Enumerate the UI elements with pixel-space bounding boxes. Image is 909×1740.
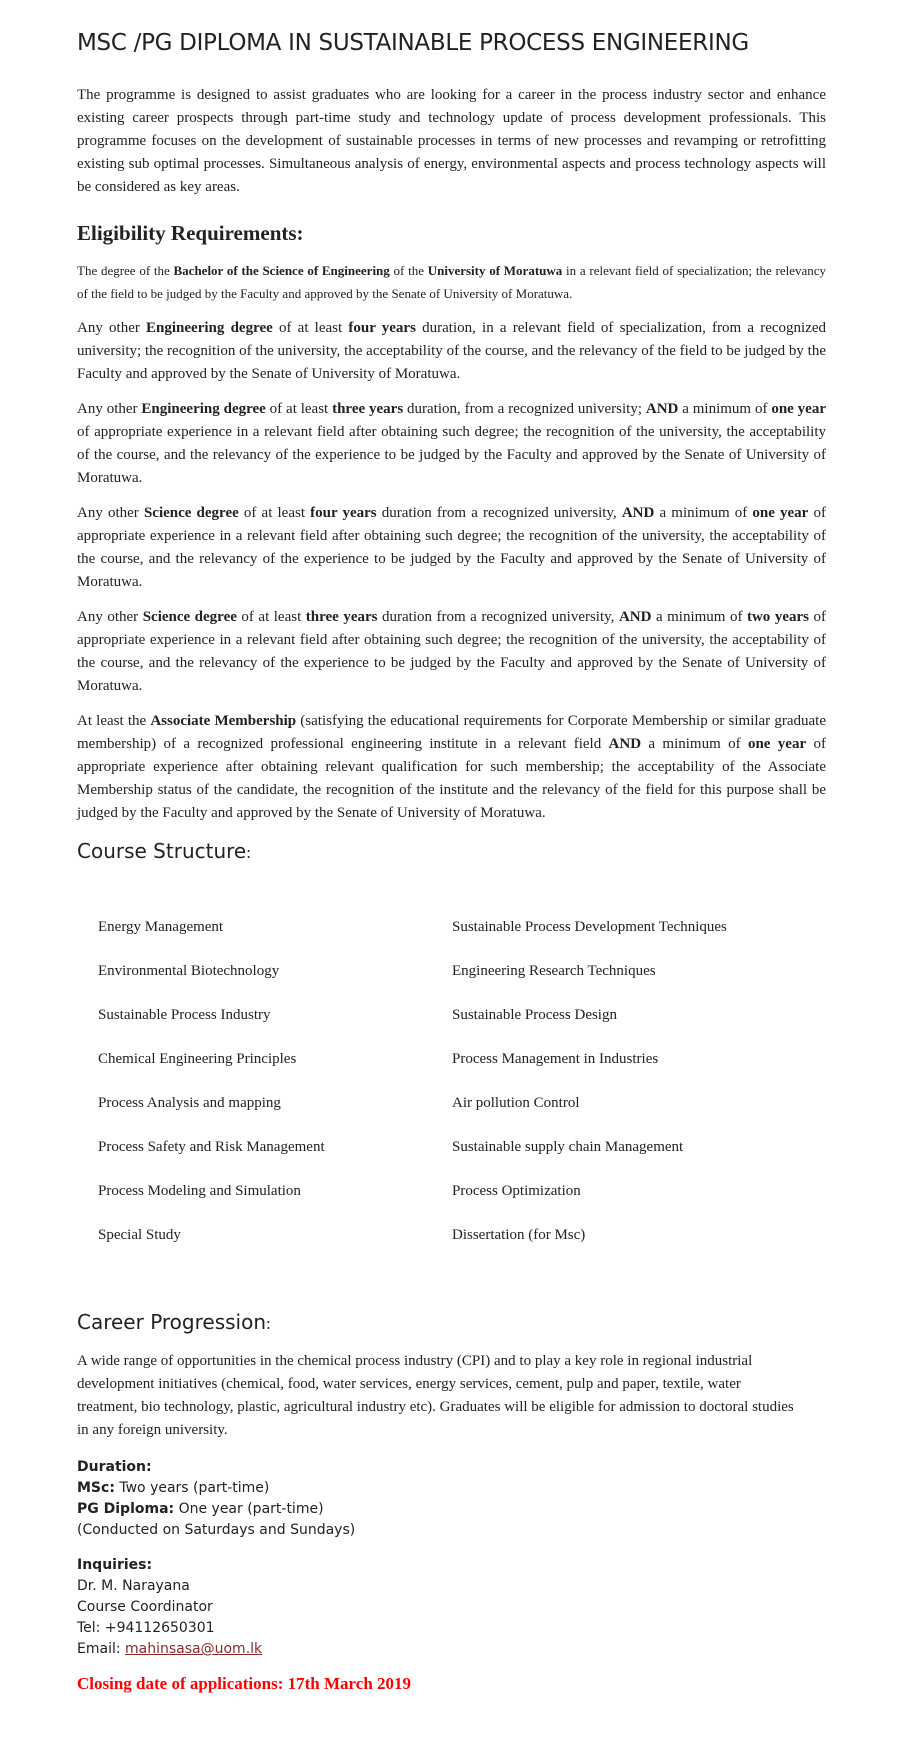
email-link[interactable]: mahinsasa@uom.lk — [125, 1641, 263, 1657]
course-item: Sustainable Process Design — [452, 1007, 617, 1023]
duration-note: (Conducted on Saturdays and Sundays) — [77, 1522, 356, 1538]
text-run: of at least — [272, 320, 349, 336]
intro-paragraph: The programme is designed to assist graduates who are looking for a career in the process industry sector and enhance existing career prospects through part-time study and technology update of process development professionals. This programme focuses on the development of sustainable processes in terms of new processes and revamping or retrofitting existing sub optimal processes. Simultaneous analysis of energy, environmental aspects and process technology aspects will be considered as key areas. — [77, 87, 826, 195]
email-label: Email: — [77, 1641, 126, 1657]
contact-email-line — [77, 1639, 826, 1660]
eligibility-paragraph-1 — [77, 259, 826, 305]
course-row — [98, 1225, 818, 1269]
heading-colon: : — [246, 843, 251, 862]
bold-text: AND — [618, 609, 652, 625]
inquiries-label: Inquiries: — [77, 1557, 153, 1573]
text-run: duration, in a relevant field of specialization, from a recognized university; the recognition of the university, the acceptability of the course, and the relevancy of the field to be judged by the Faculty and approved by the Senate of University of Moratuwa. — [77, 320, 827, 382]
text-run: of appropriate experience in a relevant field after obtaining such degree; the recognition of the university, the acceptability of the course, and the relevancy of the experience to be judged by the Faculty and approved by the Senate of University of Moratuwa. — [77, 424, 826, 486]
text-run: a minimum of — [641, 736, 748, 752]
career-paragraph: A wide range of opportunities in the chemical process industry (CPI) and to play a key role in regional industrial development initiatives (chemical, food, water services, energy services, cement, pulp and paper, textile, water treatment, bio technology, plastic, agricultural industry etc). Graduates will be eligible for admission to doctoral studies in any foreign university. — [77, 1353, 794, 1438]
msc-label: MSc: — [77, 1480, 115, 1496]
text-run: of appropriate experience in a relevant field after obtaining such degree; the recognition of the university, the acceptability of the course, and the relevancy of the experience to be judged by the Faculty and approved by the Senate of University of Moratuwa. — [77, 505, 826, 590]
eligibility-paragraph-4 — [77, 502, 826, 594]
text-run: duration, from a recognized university; — [403, 401, 646, 417]
course-row — [98, 1181, 818, 1225]
bold-text: one year — [747, 736, 807, 752]
heading-text: Course Structure — [77, 839, 247, 863]
course-item: Chemical Engineering Principles — [98, 1051, 297, 1067]
course-list — [98, 917, 818, 1269]
text-run: Any other — [77, 505, 144, 521]
bold-text: Science degree — [143, 505, 239, 521]
course-row — [98, 961, 818, 1005]
text-run: of appropriate experience in a relevant field after obtaining such degree; the recognition of the university, the acceptability of the course, and the relevancy of the experience to be judged by the Faculty and approved by the Senate of University of Moratuwa. — [77, 609, 826, 694]
duration-msc — [77, 1478, 826, 1499]
text-run: a minimum of — [651, 609, 747, 625]
course-row — [98, 1049, 818, 1093]
text-run: At least the — [77, 713, 151, 729]
heading-colon: : — [266, 1314, 271, 1333]
pg-value: One year (part-time) — [174, 1501, 324, 1517]
pg-label: PG Diploma: — [77, 1501, 175, 1517]
bold-text: one year — [771, 401, 826, 417]
bold-text: Engineering degree — [141, 401, 266, 417]
course-item: Process Analysis and mapping — [98, 1095, 281, 1111]
career-progression-heading — [77, 1308, 826, 1338]
duration-block — [77, 1457, 826, 1541]
eligibility-paragraph-5 — [77, 606, 826, 698]
course-item: Sustainable Process Industry — [98, 1007, 271, 1023]
text-run: of appropriate experience after obtaining relevant qualification for such membership; the acceptability of the Associate Membership status of the candidate, the recognition of the institute and the relevancy of the field for this purpose shall be judged by the Faculty and approved by the Senate of University of Moratuwa. — [77, 736, 826, 821]
duration-label: Duration: — [77, 1459, 152, 1475]
page-title: MSC /PG DIPLOMA IN SUSTAINABLE PROCESS ENGINEERING — [77, 30, 749, 56]
course-item: Air pollution Control — [452, 1095, 580, 1111]
course-row — [98, 1005, 818, 1049]
bold-text: three years — [305, 609, 378, 625]
course-row — [98, 917, 818, 961]
text-run: Any other — [77, 609, 143, 625]
course-item: Process Management in Industries — [452, 1051, 659, 1067]
course-item: Special Study — [98, 1227, 181, 1243]
bold-text: Associate Membership — [150, 713, 297, 729]
text-run: in a relevant field of specialization; the relevancy of the field to be judged by the Faculty and approved by the Senate of University of Moratuwa. — [77, 263, 827, 301]
contact-name: Dr. M. Narayana — [77, 1578, 190, 1594]
course-item: Engineering Research Techniques — [452, 963, 656, 979]
msc-value: Two years (part-time) — [114, 1480, 270, 1496]
course-row — [98, 1093, 818, 1137]
bold-text: three years — [332, 401, 404, 417]
course-structure-heading — [77, 837, 826, 867]
text-run: (satisfying the educational requirements for Corporate Membership or similar graduate membership) of a recognized professional engineering institute in a relevant field — [77, 713, 826, 752]
text-run: of at least — [238, 505, 311, 521]
course-item: Process Modeling and Simulation — [98, 1183, 301, 1199]
text-run: of the — [389, 263, 428, 278]
text-run: Any other — [77, 320, 147, 336]
text-run: of at least — [265, 401, 333, 417]
bold-text: Science degree — [142, 609, 237, 625]
bold-text: one year — [752, 505, 809, 521]
eligibility-heading: Eligibility Requirements: — [77, 221, 304, 245]
course-item: Energy Management — [98, 919, 224, 935]
course-row — [98, 1137, 818, 1181]
text-run: a minimum of — [654, 505, 753, 521]
bold-text: Bachelor of the Science of Engineering — [173, 263, 390, 278]
eligibility-paragraph-3 — [77, 398, 826, 490]
bold-text: AND — [621, 505, 655, 521]
course-item: Sustainable supply chain Management — [452, 1139, 684, 1155]
bold-text: two years — [746, 609, 809, 625]
course-item: Sustainable Process Development Techniques — [452, 919, 727, 935]
contact-role: Course Coordinator — [77, 1599, 213, 1615]
bold-text: Engineering degree — [146, 320, 273, 336]
text-run: The degree of the — [77, 263, 174, 278]
text-run: a minimum of — [678, 401, 772, 417]
eligibility-paragraph-6 — [77, 710, 826, 825]
course-item: Environmental Biotechnology — [98, 963, 280, 979]
course-item: Process Safety and Risk Management — [98, 1139, 325, 1155]
text-run: Any other — [77, 401, 142, 417]
eligibility-paragraph-2 — [77, 317, 826, 386]
heading-text: Career Progression — [77, 1310, 267, 1334]
bold-text: four years — [348, 320, 416, 336]
closing-date: Closing date of applications: 17th March 2019 — [77, 1674, 412, 1693]
bold-text: AND — [645, 401, 679, 417]
bold-text: AND — [608, 736, 642, 752]
inquiries-block — [77, 1555, 826, 1660]
course-item: Process Optimization — [452, 1183, 581, 1199]
text-run: duration from a recognized university, — [376, 505, 622, 521]
course-item: Dissertation (for Msc) — [452, 1227, 586, 1243]
text-run: duration from a recognized university, — [377, 609, 619, 625]
contact-tel: Tel: +94112650301 — [77, 1620, 215, 1636]
text-run: of at least — [236, 609, 306, 625]
bold-text: University of Moratuwa — [427, 263, 563, 278]
duration-pg — [77, 1499, 826, 1520]
bold-text: four years — [310, 505, 377, 521]
